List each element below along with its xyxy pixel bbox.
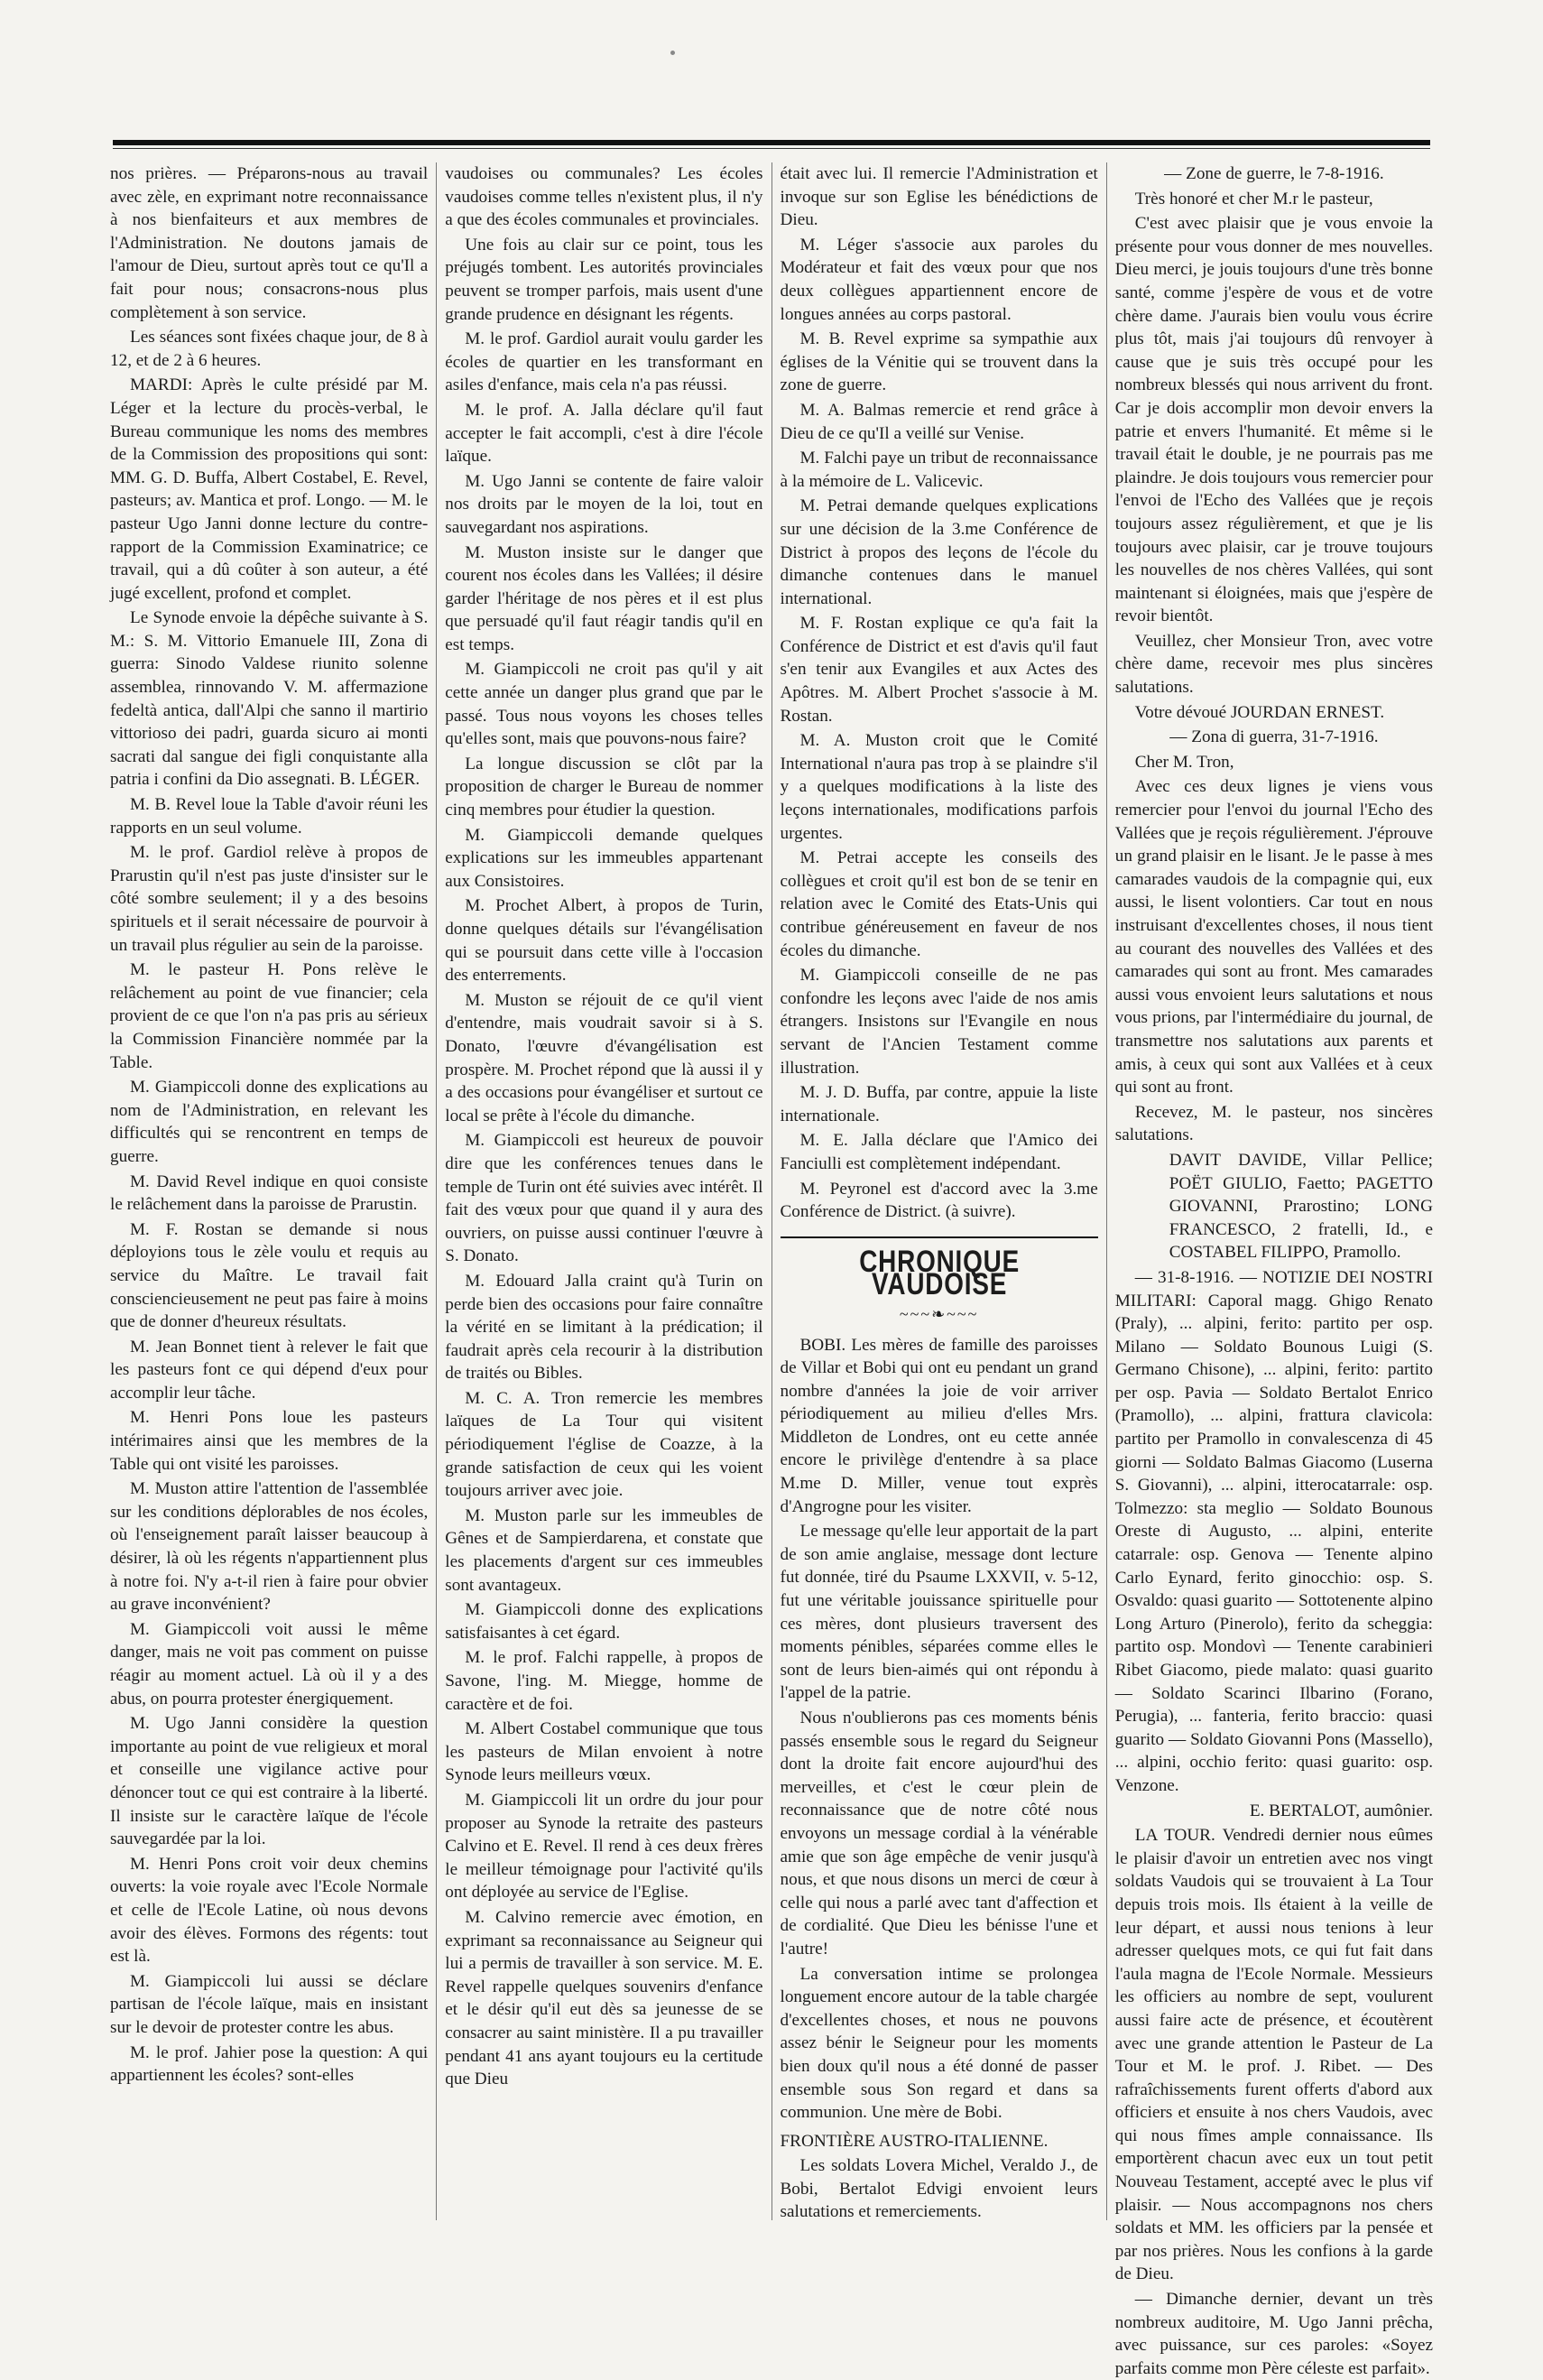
paragraph: M. le prof. A. Jalla déclare qu'il faut accepter le fait accompli, c'est à dire l'école laïque. — [445, 400, 763, 467]
column-2 — [436, 162, 762, 2220]
column-4 — [1106, 162, 1433, 2378]
paragraph: Avec ces deux lignes je viens vous remercier pour l'envoi du journal l'Echo des Vallées que je reçois régulièrement. J'éprouve un grand plaisir en le lisant. Je le passe à mes camarades vaudois de la compagnie qui, eux aussi, le lisent volontiers. Car tout en nous instruisant d'excellentes choses, il nous tient au courant des nouvelles des Vallées et des camarades qui sont au front. Mes camarades aussi vous envoient leurs salutations et nous vous prions, par l'intermédiaire du journal, de transmettre nos salutations aux parents et amis, à ceux qui sont aux Vallées et à ceux qui sont au front. — [1114, 777, 1433, 1097]
paragraph: M. Petrai demande quelques explications sur une décision de la 3.me Conférence de District à propos des leçons de l'école du dimanche contenues dans le manuel international. — [780, 496, 1098, 608]
paragraph: M. F. Rostan se demande si nous déployions tous le zèle voulu et requis au service du Maître. Le travail fait consciencieusement ne peut pas faire à moins que de donner d'heureux résultats. — [110, 1219, 429, 1332]
column-3 — [772, 162, 1098, 2220]
paragraph: M. Ugo Janni se contente de faire valoir nos droits par le moyen de la loi, tout en sauvegardant nos aspirations. — [445, 471, 763, 537]
paragraph: M. Peyronel est d'accord avec la 3.me Conférence de District. (à suivre). — [780, 1179, 1098, 1222]
section-title: CHRONIQUE VAUDOISE — [858, 1244, 1020, 1302]
paragraph: M. Giampiccoli donne des explications au nom de l'Administration, en relevant les difficultés qui se rencontrent en temps de guerre. — [110, 1078, 429, 1166]
paragraph: M. David Revel indique en quoi consiste le relâchement dans la paroisse de Prarustin. — [110, 1171, 429, 1215]
paragraph: M. le prof. Falchi rappelle, à propos de Savone, l'ing. M. Miegge, homme de caractère et de foi. — [445, 1648, 763, 1714]
paragraph: M. Calvino remercie avec émotion, en exprimant sa reconnaissance au Seigneur qui lui a permis de travailler à son service. M. E. Revel rappelle quelques souvenirs d'enfance et le désir qu'il eut dès sa jeunesse de se consacrer au saint ministère. Il a pu travailler pendant 41 ans ayant toujours eu la certitude que Dieu — [445, 1907, 763, 2089]
ornament-icon: ~~~❧~~~ — [899, 1304, 979, 1323]
paragraph: M. Jean Bonnet tient à relever le fait que les pasteurs font ce qui dépend d'eux pour accomplir leur tâche. — [110, 1337, 429, 1403]
paragraph: M. Muston parle sur les immeubles de Gênes et de Sampierdarena, et constate que les placements d'argent sur ces immeubles sont avantageux. — [445, 1505, 763, 1595]
paragraph: M. le pasteur H. Pons relève le relâchement au point de vue financier; cela provient de ce que l'on n'a pas pris au sérieux la Commission Financière nommée par la Table. — [110, 960, 429, 1072]
paragraph: M. Henri Pons croit voir deux chemins ouverts: la voie royale avec l'Ecole Normale et celle de l'Ecole Latine, où nous devons avoir des élèves. Formons des régents: tout est là. — [110, 1854, 429, 1967]
signature: E. BERTALOT, aumônier. — [1249, 1801, 1433, 1820]
paragraph: M. Petrai accepte les conseils des collègues et croit qu'il est bon de se tenir en relation avec le Comité des Etats-Unis qui contribue généreusement en faveur de nos écoles du dimanche. — [780, 848, 1098, 960]
section-header-chronique — [781, 1236, 1098, 1327]
paragraph: Les séances sont fixées chaque jour, de 8 à 12, et de 2 à 6 heures. — [110, 328, 429, 370]
paragraph: Le message qu'elle leur apportait de la part de son amie anglaise, message dont lecture fut donnée, tiré du Psaume LXXVII, v. 5-12, fut une véritable jouissance spirituelle pour ces mères, dont plusieurs traversent des moments pénibles, séparées comme elles le sont de leurs bien-aimés qui ont répondu à l'appel de la patrie. — [780, 1522, 1098, 1703]
paragraph: M. Muston attire l'attention de l'assemblée sur les conditions déplorables de nos écoles, où l'enseignement paraît laisser beaucoup à désirer, là où les régents n'appartiennent plus à notre foi. N'y a-t-il rien à faire pour obvier au grave inconvénient? — [110, 1479, 429, 1615]
paragraph: Recevez, M. le pasteur, nos sincères salutations. — [1114, 1102, 1433, 1145]
letter-signature: Votre dévoué JOURDAN ERNEST. — [1134, 702, 1385, 722]
paragraph: était avec lui. Il remercie l'Administration et invoque sur son Eglise les bénédictions de Dieu. — [780, 164, 1098, 230]
paragraph: M. Giampiccoli donne des explications satisfaisantes à cet égard. — [445, 1600, 763, 1643]
paragraph: Les soldats Lovera Michel, Veraldo J., de Bobi, Bertalot Edvigi envoient leurs salutations et remerciements. — [780, 2156, 1098, 2222]
paragraph: M. B. Revel loue la Table d'avoir réuni les rapports en un seul volume. — [110, 795, 429, 838]
paragraph: M. Albert Costabel communique que tous les pasteurs de Milan envoient à notre Synode leurs meilleurs vœux. — [445, 1719, 763, 1785]
paragraph: M. Ugo Janni considère la question importante au point de vue religieux et moral et conseille une vigilance active pour dénoncer tout ce qui est contraire à la liberté. Il insiste sur le caractère laïque de l'école sauvegardée par la loi. — [110, 1714, 429, 1849]
paragraph: M. A. Balmas remercie et rend grâce à Dieu de ce qu'Il a veillé sur Venise. — [780, 400, 1098, 443]
paragraph: M. Giampiccoli ne croit pas qu'il y ait cette année un danger plus grand que par le passé. Tous nous voyons les choses telles qu'elles sont, mais que pouvons-nous faire? — [445, 660, 763, 749]
paragraph: M. le prof. Gardiol relève à propos de Prarustin qu'il n'est pas juste d'insister sur le côté sombre seulement; il y a des besoins spirituels et il serait nécessaire de pourvoir à un travail plus régulier au sein de la paroisse. — [110, 843, 429, 955]
paragraph: Nous n'oublierons pas ces moments bénis passés ensemble sous le regard du Seigneur dont la droite fait encore aujourd'hui des merveilles, et c'est le cœur plein de reconnaissance que de notre côté nous envoyons un message cordial à la vénérable amie que son âge empêche de venir jusqu'à nous, et que nous disons un merci de cœur à celle qui nous a parlé avec tant d'affection et de cordialité. Que Dieu les bénisse l'une et l'autre! — [780, 1709, 1098, 1959]
paragraph: M. le prof. Gardiol aurait voulu garder les écoles de quartier en les transformant en asiles d'enfance, mais cela n'a pas réussi. — [445, 329, 763, 395]
paragraph: — Dimanche dernier, devant un très nombreux auditoire, M. Ugo Janni prêcha, avec puissance, sur ces paroles: «Soyez parfaits comme mon Père céleste est parfait». — [1114, 2290, 1433, 2378]
paragraph: M. B. Revel exprime sa sympathie aux églises de la Vénitie qui se trouvent dans la zone de guerre. — [780, 329, 1098, 395]
paragraph: M. Giampiccoli lit un ordre du jour pour proposer au Synode la retraite des pasteurs Calvino et E. Revel. Il rend à ces deux frères le meilleur témoignage pour l'activité qu'ils ont déployée au service de l'Eglise. — [445, 1790, 763, 1903]
paragraph: — 31-8-1916. — NOTIZIE DEI NOSTRI MILITARI: Caporal magg. Ghigo Renato (Praly), ... alpini, ferito: partito per osp. Milano — Soldato Bounous Luigi (S. Germano Chisone), ... alpini, ferito: partito per osp. Pavia — Soldato Bertalot Enrico (Pramollo), ... alpini, frattura clavicola: partito per Pramollo in convalescenza di 45 giorni — Soldato Balmas Giacomo (Luserna S. Giovanni), ... alpini, itterocatarrale: osp. Tolmezzo: sta meglio — Soldato Bounous Oreste di Augusto, ... alpini, enterite catarrale: osp. Genova — Tenente alpino Carlo Eynard, ferito ginocchio: osp. S. Osvaldo: quasi guarito — Sottotenente alpino Long Arturo (Pinerolo), ferito da scheggia: partito osp. Mondovì — Tenente carabinieri Ribet Giacomo, piede malato: quasi guarito — Soldato Scarinci Ilbarino (Forano, Perugia), ... fanteria, ferito braccio: quasi guarito — Soldato Giovanni Pons (Massello), ... alpini, occhio ferito: quasi guarito: osp. Venzone. — [1114, 1267, 1433, 1795]
paragraph: M. Léger s'associe aux paroles du Modérateur et fait des vœux pour que nos deux collègues appartiennent encore de longues années au corps pastoral. — [780, 235, 1098, 324]
paragraph: M. Giampiccoli voit aussi le même danger, mais ne voit pas comment on puisse réagir au moment actuel. Là où il y a des abus, on pourra protester énergiquement. — [110, 1619, 429, 1709]
header-rule-thin — [113, 148, 1430, 149]
paragraph: BOBI. Les mères de famille des paroisses de Villar et Bobi qui ont eu pendant un grand nombre d'années la joie de voir arriver périodiquement au milieu d'elles Mrs. Middleton de Londres, ont eu cette année encore le privilège d'entendre à sa place M.me D. Miller, venue tout exprès d'Angrogne pour les visiter. — [780, 1335, 1098, 1516]
paragraph: LA TOUR. Vendredi dernier nous eûmes le plaisir d'avoir un entretien avec nos vingt soldats Vaudois qui se trouvaient à La Tour depuis trois mois. Ils étaient à la veille de leur départ, et aussi nous tenions à leur adresser quelques mots, ce qui fut fait dans l'aula magna de l'Ecole Normale. Messieurs les officiers au nombre de sept, voulurent aussi faire acte de présence, et écoutèrent avec une grande attention le Pasteur de La Tour et M. le prof. J. Ribet. — Des rafraîchissements furent offerts d'abord aux officiers et ensuite à nos chers Vaudois, avec qui nous fîmes ample connaissance. Ils emportèrent chacun avec eux un tout petit Nouveau Testament, accepté avec le plus vif plaisir. — Nous accompagnons nos chers soldats et MM. les officiers par la pensée et par nos prières. Nous les confions à la garde de Dieu. — [1114, 1826, 1433, 2284]
newspaper-page — [110, 162, 1433, 2378]
letter-dateline: — Zone de guerre, le 7-8-1916. — [1164, 164, 1384, 183]
paragraph: C'est avec plaisir que je vous envoie la présente pour vous donner de mes nouvelles. Dieu merci, je jouis toujours d'une très bonne santé, comme j'espère de vous et de votre chère dame. J'aurais bien voulu vous écrire plus tôt, mais j'ai toujours dû renvoyer à cause que je suis très occupé pour les nombreux blessés qui nous arrivent du front. Car je dois accomplir mon devoir envers la patrie et envers l'humanité. Et même si le travail était le double, je ne pourrais pas me plaindre. Je dois toujours vous remercier pour l'envoi de l'Echo des Vallées que je reçois toujours assez régulièrement, et que je lis toujours avec plaisir, car je trouve toujours les nouvelles de nos chères Vallées, qui sont maintenant si éloignées, mais que j'espère de revoir bientôt. — [1114, 214, 1433, 626]
paragraph: M. A. Muston croit que le Comité International n'aura pas trop à se plaindre s'il y a quelques modifications à la liste des leçons internationales, modifications parfois urgentes. — [780, 731, 1098, 843]
paragraph: La longue discussion se clôt par la proposition de charger le Bureau de nommer cinq membres pour étudier la question. — [445, 754, 763, 820]
paragraph: M. Giampiccoli est heureux de pouvoir dire que les conférences tenues dans le temple de Turin ont été suivies avec intérêt. Il fait des vœux pour que quand il y aura des ouvriers, on puisse aussi continuer l'œuvre à S. Donato. — [445, 1131, 763, 1266]
paragraph: M. Giampiccoli conseille de ne pas confondre les leçons avec l'aide de nos amis étrangers. Insistons sur l'Evangile en nous servant de l'Ancien Testament comme illustration. — [780, 966, 1098, 1078]
letter-signatories: DAVIT DAVIDE, Villar Pellice; POËT GIULIO, Faetto; PAGETTO GIOVANNI, Prarostino; LONG FRANCESCO, 2 fratelli, Id., e COSTABEL FILIPPO, Pramollo. — [1169, 1150, 1433, 1263]
paragraph: MARDI: Après le culte présidé par M. Léger et la lecture du procès-verbal, le Bureau communique les noms des membres de la Commission des propositions qui sont: MM. G. D. Buffa, Albert Costabel, E. Revel, pasteurs; av. Mantica et prof. Longo. — M. le pasteur Ugo Janni donne lecture du contre-rapport de la Commission Examinatrice; ce travail, qui a dû coûter à son auteur, a été jugé excellent, profond et complet. — [110, 375, 429, 603]
paragraph: M. Giampiccoli lui aussi se déclare partisan de l'école laïque, mais en insistant sur le devoir de protester contre les abus. — [110, 1971, 429, 2037]
paragraph: M. Henri Pons loue les pasteurs intérimaires ainsi que les membres de la Table qui ont visité les paroisses. — [110, 1408, 429, 1474]
print-speck — [670, 51, 675, 55]
paragraph: M. Muston se réjouit de ce qu'il vient d'entendre, mais voudrait savoir si à S. Donato, l'œuvre d'évangélisation est prospère. M. Prochet répond que là aussi il y a des occasions pour évangéliser et surtout ce local se prête à l'école du dimanche. — [445, 990, 763, 1125]
header-rule — [113, 140, 1430, 145]
paragraph: M. E. Jalla déclare que l'Amico dei Fanciulli est complètement indépendant. — [780, 1131, 1098, 1173]
paragraph: M. Edouard Jalla craint qu'à Turin on perde bien des occasions pour faire connaître la vérité en se limitant à la prédication; il faudrait après cela recourir à la distribution de traités ou Bibles. — [445, 1271, 763, 1384]
paragraph: M. C. A. Tron remercie les membres laïques de La Tour qui visitent périodiquement l'église de Coazze, à la grande satisfaction de ceux qui les voient toujours arriver avec joie. — [445, 1388, 763, 1501]
paragraph: Une fois au clair sur ce point, tous les préjugés tombent. Les autorités provinciales peuvent se tromper parfois, mais usent d'une grande prudence en désignant les régents. — [445, 235, 763, 324]
paragraph: La conversation intime se prolongea longuement encore autour de la table chargée d'excellentes choses, et nous ne pouvons assez bénir le Seigneur pour les moments bien doux qu'il nous a été donné de passer ensemble sous Son regard et dans sa communion. Une mère de Bobi. — [780, 1964, 1098, 2123]
paragraph: vaudoises ou communales? Les écoles vaudoises comme telles n'existent plus, il n'y a que des écoles communales et provinciales. — [445, 164, 763, 230]
paragraph: M. Prochet Albert, à propos de Turin, donne quelques détails sur l'évangélisation qui se poursuit dans cette ville à l'occasion des enterrements. — [445, 896, 763, 986]
paragraph: Veuillez, cher Monsieur Tron, avec votre chère dame, recevoir mes plus sincères salutations. — [1114, 631, 1433, 698]
paragraph: M. Giampiccoli demande quelques explications sur les immeubles appartenant aux Consistoires. — [445, 825, 763, 891]
column-1 — [110, 162, 428, 2220]
paragraph: M. Falchi paye un tribut de reconnaissance à la mémoire de L. Valicevic. — [780, 449, 1098, 491]
paragraph: M. le prof. Jahier pose la question: A qui appartiennent les écoles? sont-elles — [110, 2042, 429, 2086]
letter-dateline: — Zona di guerra, 31-7-1916. — [1169, 727, 1379, 747]
paragraph: M. J. D. Buffa, par contre, appuie la liste internationale. — [780, 1083, 1098, 1125]
letter-salutation: Très honoré et cher M.r le pasteur, — [1134, 189, 1373, 208]
paragraph: Le Synode envoie la dépêche suivante à S. M.: S. M. Vittorio Emanuele III, Zona di guerra: Sinodo Valdese riunito solenne assemblea, rinnovando V. M. affermazione fedeltà antica, dall'Alpi che sanno il martirio vittorioso dei padri, guarda sicuro ai monti sacrati dal sangue dei figli conquistante alla patria i confini da Dio assegnati. B. LÉGER. — [110, 608, 429, 790]
letter-salutation: Cher M. Tron, — [1134, 752, 1234, 772]
paragraph: M. F. Rostan explique ce qu'a fait la Conférence de District et est d'avis qu'il faut s'en tenir aux Evangiles et aux Actes des Apôtres. M. Albert Prochet s'associe à M. Rostan. — [780, 614, 1098, 726]
paragraph: nos prières. — Préparons-nous au travail avec zèle, en exprimant notre reconnaissance à nos bienfaiteurs et aux membres de l'Administration. Ne doutons jamais de l'amour de Dieu, surtout après tout ce qu'Il a fait pour nous; consacrons-nous plus complètement à son service. — [110, 164, 429, 322]
paragraph: M. Muston insiste sur le danger que courent nos écoles dans les Vallées; il désire garder l'héritage de nos pères et il est plus que persuadé qu'il faut réagir tandis qu'il en est temps. — [445, 542, 763, 654]
subheading: FRONTIÈRE AUSTRO-ITALIENNE. — [780, 2131, 1049, 2151]
